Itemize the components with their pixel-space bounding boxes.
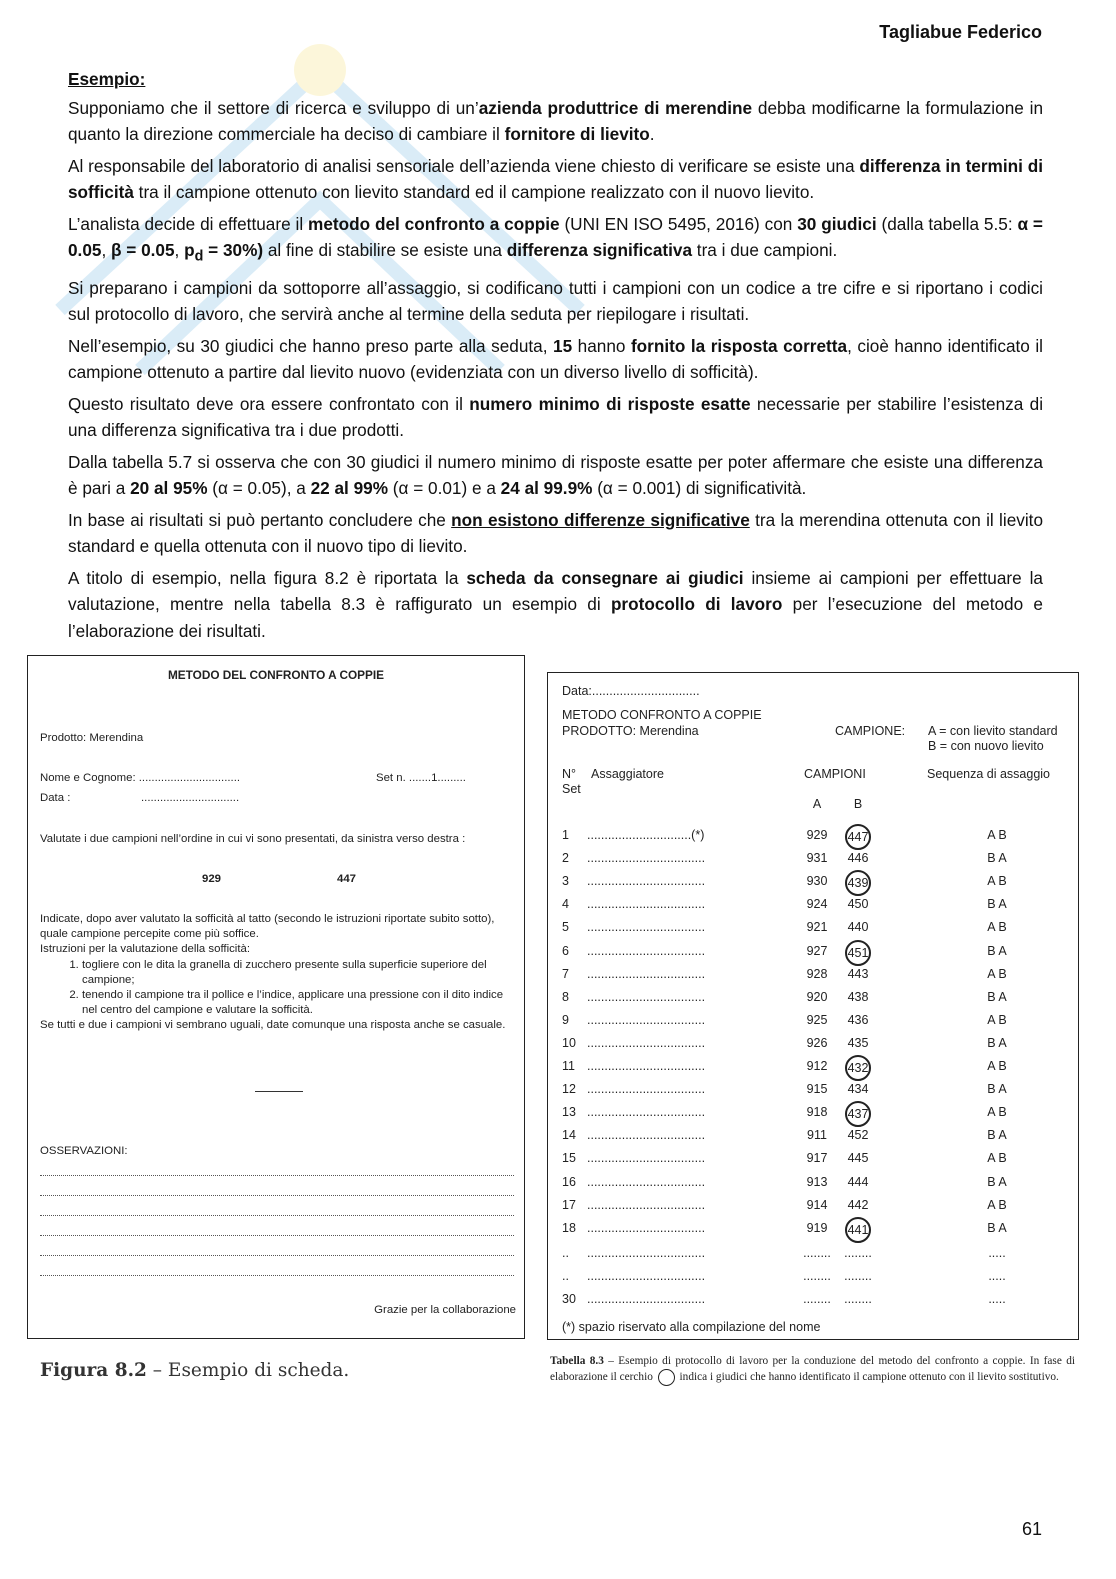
protocol-row-sample-a: 924 — [806, 897, 828, 912]
form-product: Prodotto: Merendina — [40, 732, 144, 744]
protocol-row-sample-a: 931 — [806, 851, 828, 866]
protocol-row-number: 17 — [562, 1197, 576, 1212]
protocol-row-taster[interactable]: .................................. — [587, 920, 706, 935]
body-paragraph — [68, 275, 1043, 328]
protocol-footnote: (*) spazio riservato alla compilazione del nome — [562, 1320, 821, 1334]
form-set-field: Set n. .......1......... — [376, 772, 466, 784]
protocol-row-taster[interactable]: ..............................(*) — [587, 828, 705, 842]
figure-caption — [40, 1360, 349, 1381]
protocol-row-taster[interactable]: .................................. — [587, 1151, 706, 1166]
text-run: (α = 0.001) di significatività. — [592, 478, 807, 499]
protocol-row-sequence: A B — [987, 874, 1007, 889]
protocol-col-seq: Sequenza di assaggio — [927, 767, 1051, 781]
body-paragraph — [68, 153, 1043, 206]
protocol-row-sequence: B A — [987, 1220, 1007, 1235]
protocol-row — [548, 1246, 1078, 1269]
protocol-row-sample-b: 450 — [847, 897, 869, 912]
form-step: 2. tenendo il campione tra il pollice e l’indice, applicare una pressione con il dito indice nel centro del campione e valutare la sofficità. — [82, 988, 520, 1018]
protocol-row-sample-b: 432 — [845, 1055, 871, 1081]
body-paragraph — [68, 95, 1043, 148]
protocol-row-sequence: B A — [987, 851, 1007, 866]
text-run: per l’esecuzione del metodo e l’elaborazione dei risultati. — [68, 594, 1043, 641]
text-run: , — [101, 240, 112, 260]
protocol-row-sequence: A B — [987, 828, 1007, 842]
protocol-row-taster[interactable]: .................................. — [587, 1292, 706, 1306]
protocol-row-sequence: B A — [987, 1128, 1007, 1143]
observation-line[interactable] — [40, 1234, 514, 1236]
text-run: , cioè hanno identificato il campione ottenuto a partire dal lievito nuovo (evidenziata con un diverso livello di sofficità). — [68, 335, 1043, 383]
protocol-row — [548, 1128, 1078, 1151]
text-run: differenza significativa — [506, 240, 693, 260]
protocol-row-sample-b: 440 — [847, 920, 869, 935]
protocol-row-sequence: B A — [987, 1035, 1007, 1050]
protocol-row-number: 13 — [562, 1105, 576, 1120]
observation-line[interactable] — [40, 1214, 514, 1216]
text-run: debba modificarne la formulazione in quanto la direzione commerciale ha deciso di cambiare il — [68, 97, 1044, 144]
text-run: p — [184, 240, 195, 260]
protocol-row-sample-b: 452 — [847, 1128, 869, 1143]
protocol-row-sample-b: 438 — [847, 989, 869, 1004]
text-run: insieme ai campioni per effettuare la valutazione, mentre nella tabella 8.3 è raffigurato un esempio di — [68, 567, 1043, 615]
protocol-row-number: 5 — [562, 920, 569, 935]
protocol-row-sample-b: 446 — [847, 851, 869, 866]
table-caption — [550, 1354, 1075, 1386]
protocol-row-sample-b: 437 — [845, 1101, 871, 1127]
protocol-row-sample-a: 918 — [806, 1105, 828, 1120]
protocol-row-sequence: A B — [987, 1012, 1007, 1027]
protocol-col-taster: Assaggiatore — [591, 767, 664, 781]
protocol-row — [548, 1036, 1078, 1059]
text-run: β = 0.05 — [111, 240, 175, 260]
protocol-row — [548, 1082, 1078, 1105]
protocol-row-sequence: A B — [987, 920, 1007, 935]
text-run: L’analista decide di effettuare il — [68, 213, 309, 234]
text-run: Questo risultato deve ora essere confrontato con il — [68, 393, 470, 414]
protocol-row-number: 4 — [562, 897, 569, 912]
text-run: necessarie per stabilire l’esistenza di una differenza significativa tra i due prodotti. — [68, 393, 1044, 441]
text-run: tra la merendina ottenuta con il lievito standard e quella ottenuta con il nuovo tipo di lievito. — [68, 509, 1043, 557]
text-run: azienda produttrice di merendine — [478, 97, 753, 118]
protocol-row — [548, 967, 1078, 990]
form-note: Se tutti e due i campioni vi sembrano uguali, date comunque una risposta anche se casuale. — [40, 1019, 506, 1032]
figure-caption-label: Figura 8.2 — [40, 1360, 147, 1381]
body-paragraph — [68, 565, 1043, 645]
table-caption-text-after: indica i giudici che hanno identificato il campione ottenuto con il lievito sostitutivo. — [676, 1371, 1059, 1384]
protocol-row-sample-b: 451 — [845, 940, 871, 966]
protocol-row-sample-b: ........ — [844, 1268, 872, 1283]
text-run: 30 giudici — [797, 213, 877, 234]
protocol-row-sample-a: ........ — [803, 1245, 831, 1260]
protocol-row-number: 7 — [562, 966, 569, 981]
protocol-row-taster[interactable]: .................................. — [587, 897, 706, 912]
protocol-row-sequence: A B — [987, 966, 1007, 981]
protocol-row-taster[interactable]: .................................. — [587, 851, 706, 866]
text-run: numero minimo di risposte esatte — [469, 393, 751, 414]
text-run: 24 al 99.9% — [500, 478, 593, 499]
text-run: Supponiamo che il settore di ricerca e sviluppo di un’ — [68, 97, 479, 118]
observation-line[interactable] — [40, 1194, 514, 1196]
protocol-row-number: 8 — [562, 989, 569, 1004]
protocol-row-sample-a: 912 — [806, 1059, 828, 1073]
protocol-row-number: 1 — [562, 828, 569, 842]
text-run: (α = 0.05), a — [207, 478, 311, 499]
protocol-row-sample-a: 925 — [806, 1012, 828, 1027]
work-protocol — [547, 672, 1079, 1340]
protocol-row-taster[interactable]: .................................. — [587, 1059, 706, 1073]
protocol-row-sequence: B A — [987, 989, 1007, 1004]
text-run: Al responsabile del laboratorio di analisi sensoriale dell’azienda viene chiesto di verificare se esiste una — [68, 155, 860, 176]
form-date-label: Data : — [40, 792, 71, 804]
protocol-row — [548, 990, 1078, 1013]
protocol-row-number: 6 — [562, 943, 569, 958]
protocol-row-taster[interactable]: .................................. — [587, 1268, 706, 1283]
protocol-row-sample-b: 442 — [847, 1197, 869, 1212]
text-run: 15 — [553, 335, 573, 356]
protocol-row-taster[interactable]: .................................. — [587, 943, 706, 958]
protocol-row-taster[interactable]: .................................. — [587, 1128, 706, 1143]
protocol-row-sample-b: 447 — [845, 824, 871, 850]
text-run: differenza in termini di sofficità — [68, 155, 1043, 202]
text-run: fornitore di lievito — [504, 124, 650, 144]
protocol-row-number: 14 — [562, 1128, 576, 1143]
protocol-row-sequence: ..... — [988, 1245, 1006, 1260]
protocol-row-sample-b: ........ — [844, 1292, 872, 1306]
protocol-row-sample-a: 919 — [806, 1220, 828, 1235]
text-run: hanno — [572, 335, 631, 356]
protocol-row — [548, 1013, 1078, 1036]
text-run: (α = 0.01) e a — [388, 478, 501, 499]
protocol-row-taster[interactable]: .................................. — [587, 1012, 706, 1027]
protocol-row-sequence: ..... — [988, 1292, 1006, 1306]
protocol-row-sequence: A B — [987, 1059, 1007, 1073]
protocol-row — [548, 1269, 1078, 1292]
protocol-row-sequence: B A — [987, 1174, 1007, 1189]
protocol-row — [548, 1059, 1078, 1082]
text-run: Si preparano i campioni da sottoporre all’assaggio, si codificano tutti i campioni con un codice a tre cifre e si riportano i codici sul protocollo di lavoro, che servirà anche al termine della seduta per riepilogare i risultati. — [68, 277, 1043, 325]
protocol-row-sequence: A B — [987, 1105, 1007, 1120]
protocol-row-sample-b: ........ — [844, 1245, 872, 1260]
protocol-legend-b: B = con nuovo lievito — [928, 739, 1044, 753]
protocol-method: METODO CONFRONTO A COPPIE — [562, 708, 762, 722]
body-text — [68, 66, 1043, 649]
protocol-row-taster[interactable]: .................................. — [587, 874, 706, 889]
text-run: (dalla tabella 5.5: — [876, 213, 1018, 234]
protocol-row-number: 9 — [562, 1012, 569, 1027]
text-run: metodo del confronto a coppie — [308, 213, 560, 234]
form-instructions-title: Istruzioni per la valutazione della sofficità: — [40, 943, 250, 956]
text-run: A titolo di esempio, nella figura 8.2 è riportata la — [68, 567, 467, 588]
evaluation-form — [27, 655, 525, 1339]
protocol-row-sample-a: ........ — [803, 1268, 831, 1283]
text-run: . — [649, 124, 655, 144]
protocol-row-sample-a: 921 — [806, 920, 828, 935]
protocol-row-number: .. — [562, 1268, 569, 1283]
protocol-row-sample-a: 917 — [806, 1151, 828, 1166]
text-run: fornito la risposta corretta — [630, 335, 848, 356]
table-caption-text-before: – Esempio di protocollo di lavoro per la conduzione del metodo del confronto a coppie. In fase di elaborazione il cerchio — [550, 1355, 1075, 1384]
text-run: 20 al 95% — [130, 478, 208, 499]
protocol-row-sample-b: 444 — [847, 1174, 869, 1189]
protocol-row-sequence: B A — [987, 1082, 1007, 1097]
protocol-row-sample-a: 913 — [806, 1174, 828, 1189]
protocol-row-sequence: ..... — [988, 1268, 1006, 1283]
text-run: protocollo di lavoro — [610, 594, 783, 615]
protocol-row — [548, 1105, 1078, 1128]
protocol-row-sample-a: 911 — [807, 1128, 827, 1143]
protocol-row-number: 3 — [562, 874, 569, 889]
header-author: Tagliabue Federico — [879, 22, 1042, 42]
page-number: 61 — [1021, 1519, 1042, 1539]
form-evaluate-instruction: Valutate i due campioni nell’ordine in cui vi sono presentati, da sinistra verso destra : — [40, 833, 466, 845]
table-caption-label: Tabella 8.3 — [550, 1355, 604, 1367]
protocol-row-sequence: B A — [987, 943, 1007, 958]
form-title: METODO DEL CONFRONTO A COPPIE — [167, 668, 385, 682]
protocol-row — [548, 1292, 1078, 1315]
protocol-row-sample-b: 441 — [845, 1217, 871, 1243]
form-observations-label: OSSERVAZIONI: — [40, 1145, 128, 1157]
section-heading: Esempio: — [68, 69, 146, 89]
protocol-col-a: A — [812, 797, 822, 811]
protocol-row-taster[interactable]: .................................. — [587, 1035, 706, 1050]
circle-icon — [658, 1369, 675, 1386]
protocol-row — [548, 1221, 1078, 1244]
protocol-row — [548, 874, 1078, 897]
protocol-row-sequence: A B — [987, 1151, 1007, 1166]
observation-line[interactable] — [40, 1174, 514, 1176]
protocol-row-sample-a: 930 — [806, 874, 828, 889]
protocol-row-sample-b: 436 — [847, 1012, 869, 1027]
protocol-row-number: 16 — [562, 1174, 576, 1189]
protocol-row-number: 2 — [562, 851, 569, 866]
form-date-dots: ............................... — [141, 792, 240, 804]
body-paragraph — [68, 391, 1043, 444]
protocol-row-sample-a: 920 — [806, 989, 828, 1004]
body-paragraph — [68, 333, 1043, 386]
text-run: , — [174, 240, 185, 260]
protocol-row-sample-b: 443 — [847, 966, 869, 981]
text-run: Dalla tabella 5.7 si osserva che con 30 giudici il numero minimo di risposte esatte per poter affermare che esiste una differenza è pari a — [68, 451, 1043, 499]
protocol-row-sample-a: 926 — [806, 1035, 828, 1050]
text-run: tra i due campioni. — [692, 240, 838, 260]
protocol-row-taster[interactable]: .................................. — [587, 1220, 706, 1235]
protocol-campione-label: CAMPIONE: — [835, 724, 906, 738]
protocol-row-sample-a: 929 — [806, 828, 828, 842]
protocol-date: Data:............................... — [562, 684, 700, 698]
protocol-col-b: B — [853, 797, 863, 811]
protocol-row-sample-b: 435 — [847, 1035, 869, 1050]
body-paragraph — [68, 449, 1043, 502]
protocol-row — [548, 1151, 1078, 1174]
text-run: α = 0.05 — [68, 213, 1043, 260]
protocol-row-taster[interactable]: .................................. — [587, 989, 706, 1004]
protocol-col-samples: CAMPIONI — [804, 767, 866, 781]
protocol-row — [548, 897, 1078, 920]
form-name-field: Nome e Cognome: ................................ — [40, 772, 241, 784]
protocol-row-sequence: A B — [987, 1197, 1007, 1212]
body-paragraph — [68, 507, 1043, 560]
form-thanks: Grazie per la collaborazione — [374, 1304, 516, 1316]
text-run: 22 al 99% — [310, 478, 389, 499]
protocol-row-taster[interactable]: .................................. — [587, 1082, 706, 1097]
protocol-row-number: 12 — [562, 1082, 576, 1097]
protocol-row — [548, 920, 1078, 943]
protocol-row-number: 10 — [562, 1035, 576, 1050]
protocol-legend-a: A = con lievito standard — [928, 724, 1058, 738]
text-run: (UNI EN ISO 5495, 2016) con — [559, 213, 798, 234]
observation-line[interactable] — [40, 1254, 514, 1256]
form-dash — [255, 1091, 303, 1092]
protocol-row-sample-a: 914 — [806, 1197, 828, 1212]
protocol-row-sample-a: 928 — [806, 966, 828, 981]
protocol-row — [548, 828, 1078, 851]
protocol-row-sample-b: 439 — [845, 870, 871, 896]
text-run: In base ai risultati si può pertanto concludere che — [68, 509, 452, 530]
protocol-col-set: Set — [562, 782, 581, 796]
text-run: d — [194, 248, 204, 265]
protocol-row-number: 15 — [562, 1151, 576, 1166]
form-indicate-text: Indicate, dopo aver valutato la sofficità al tatto (secondo le istruzioni riportate subito sotto), quale campione percepite come più soffice. — [40, 913, 495, 941]
form-code-left: 929 — [202, 873, 222, 885]
protocol-row-taster[interactable]: .................................. — [587, 1197, 706, 1212]
text-run: = 30%) — [203, 240, 264, 260]
protocol-row-number: 11 — [562, 1059, 575, 1073]
protocol-row-number: 18 — [562, 1220, 576, 1235]
form-steps — [40, 958, 520, 1019]
protocol-row — [548, 1198, 1078, 1221]
protocol-row-sample-b: 434 — [847, 1082, 869, 1097]
protocol-row-sample-a: 915 — [806, 1082, 828, 1097]
text-run: scheda da consegnare ai giudici — [466, 567, 744, 588]
protocol-row-taster[interactable]: .................................. — [587, 1245, 706, 1260]
protocol-row-taster[interactable]: .................................. — [587, 1105, 706, 1120]
protocol-row-number: .. — [562, 1245, 569, 1260]
protocol-row-number: 30 — [562, 1292, 576, 1306]
form-step: 1. togliere con le dita la granella di zucchero presente sulla superficie superiore del campione; — [82, 958, 520, 988]
protocol-row — [548, 851, 1078, 874]
form-instructions — [40, 912, 520, 1034]
protocol-row-taster[interactable]: .................................. — [587, 966, 706, 981]
protocol-col-n: N° — [562, 767, 577, 781]
protocol-row-sample-a: 927 — [806, 943, 828, 958]
text-run: non esistono differenze significative — [451, 509, 750, 530]
protocol-product: PRODOTTO: Merendina — [562, 724, 699, 738]
form-code-right: 447 — [337, 873, 357, 885]
protocol-row-taster[interactable]: .................................. — [587, 1174, 706, 1189]
paragraphs — [68, 95, 1043, 645]
protocol-row-sequence: B A — [987, 897, 1007, 912]
figure-caption-text: – Esempio di scheda. — [146, 1360, 350, 1381]
protocol-row — [548, 1175, 1078, 1198]
protocol-row — [548, 944, 1078, 967]
text-run: tra il campione ottenuto con lievito standard ed il campione realizzato con il nuovo lievito. — [133, 182, 815, 202]
observation-line[interactable] — [40, 1274, 514, 1276]
text-run: al fine di stabilire se esiste una — [263, 240, 507, 260]
text-run: Nell’esempio, su 30 giudici che hanno preso parte alla seduta, — [68, 335, 554, 356]
protocol-row-sample-b: 445 — [847, 1151, 869, 1166]
protocol-row-sample-a: ........ — [803, 1292, 831, 1306]
body-paragraph — [68, 211, 1043, 270]
